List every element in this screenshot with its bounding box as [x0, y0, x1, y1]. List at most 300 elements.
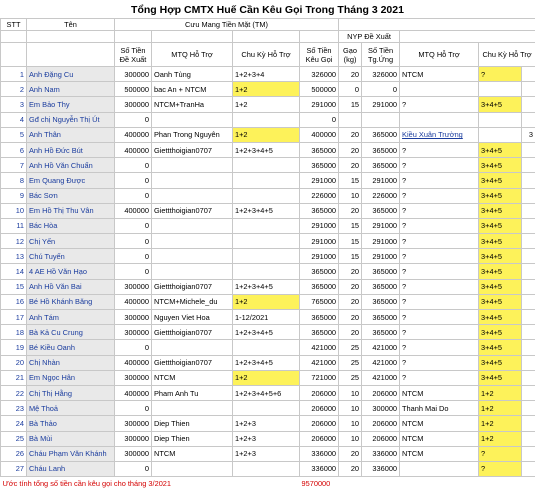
cell-extra — [522, 401, 535, 416]
cell-mtq-ho-tro-2: Thanh Mai Do — [400, 401, 479, 416]
cell-so-tien-tg-ung: 206000 — [362, 385, 400, 400]
cell-so-tien-keu-goi: 365000 — [300, 279, 339, 294]
cell-so-tien-tg-ung: 291000 — [362, 249, 400, 264]
table-row — [1, 127, 535, 142]
cell-mtq-ho-tro: Giettthoigian0707 — [152, 142, 233, 157]
cell-mtq-ho-tro-2: ? — [400, 279, 479, 294]
header-chu-ky-ho-tro-2: Chu Kỳ Hỗ Trợ — [479, 43, 535, 67]
header-stt: STT — [1, 19, 27, 31]
cell-so-tien-keu-goi: 206000 — [300, 385, 339, 400]
cell-mtq-ho-tro-2: ? — [400, 218, 479, 233]
cell-so-tien-tg-ung: 226000 — [362, 188, 400, 203]
cell-so-tien-de-xuat: 400000 — [115, 203, 152, 218]
cell-extra — [522, 188, 535, 203]
table-row — [1, 97, 535, 112]
cell-mtq-ho-tro: Nguyen Viet Hoa — [152, 310, 233, 325]
cell-stt: 19 — [1, 340, 27, 355]
table-row — [1, 112, 535, 127]
cell-so-tien-de-xuat: 300000 — [115, 370, 152, 385]
cell-mtq-ho-tro-2: ? — [400, 158, 479, 173]
cell-chu-ky-ho-tro — [233, 173, 300, 188]
header-spacer-d — [300, 31, 339, 43]
cell-mtq-ho-tro-2: NTCM — [400, 431, 479, 446]
header-mtq-ho-tro: MTQ Hỗ Trợ — [152, 43, 233, 67]
cell-gao: 20 — [339, 325, 362, 340]
cell-chu-ky-ho-tro: 1+2+3+4+5 — [233, 325, 300, 340]
cell-extra — [522, 416, 535, 431]
cell-chu-ky-ho-tro-2: 1+2 — [479, 385, 522, 400]
cell-ten: Bé Kiều Oanh — [27, 340, 115, 355]
cell-gao: 20 — [339, 127, 362, 142]
table-row — [1, 218, 535, 233]
cell-mtq-ho-tro-2: ? — [400, 173, 479, 188]
cell-extra: 3 — [522, 127, 535, 142]
cell-gao: 20 — [339, 294, 362, 309]
table-row — [1, 446, 535, 461]
cell-mtq-ho-tro: Giettthoigian0707 — [152, 355, 233, 370]
cell-so-tien-de-xuat: 0 — [115, 249, 152, 264]
table-row — [1, 294, 535, 309]
table-row — [1, 310, 535, 325]
cell-gao: 20 — [339, 158, 362, 173]
cell-so-tien-de-xuat: 0 — [115, 173, 152, 188]
table-row — [1, 416, 535, 431]
cell-chu-ky-ho-tro — [233, 249, 300, 264]
cell-chu-ky-ho-tro: 1+2 — [233, 370, 300, 385]
cell-extra — [522, 446, 535, 461]
cell-chu-ky-ho-tro-2: 3+4+5 — [479, 97, 522, 112]
cell-stt: 7 — [1, 158, 27, 173]
cell-ten: Chị Nhàn — [27, 355, 115, 370]
cell-so-tien-tg-ung: 365000 — [362, 325, 400, 340]
cell-stt: 14 — [1, 264, 27, 279]
table-row — [1, 325, 535, 340]
cell-extra — [522, 173, 535, 188]
cell-mtq-ho-tro-2: ? — [400, 355, 479, 370]
cell-mtq-ho-tro-2: ? — [400, 97, 479, 112]
cell-ten: Bác Hòa — [27, 218, 115, 233]
cell-so-tien-de-xuat: 300000 — [115, 446, 152, 461]
cell-chu-ky-ho-tro-2: 3+4+5 — [479, 234, 522, 249]
cell-ten: Anh Nam — [27, 82, 115, 97]
footer-row — [1, 477, 535, 491]
cell-stt: 10 — [1, 203, 27, 218]
header-spacer-ten — [27, 31, 115, 43]
cell-so-tien-keu-goi: 336000 — [300, 461, 339, 476]
cell-chu-ky-ho-tro-2: ? — [479, 67, 522, 82]
cell-stt: 26 — [1, 446, 27, 461]
cell-so-tien-de-xuat: 400000 — [115, 294, 152, 309]
cell-so-tien-keu-goi: 421000 — [300, 340, 339, 355]
cell-mtq-ho-tro: NTCM — [152, 446, 233, 461]
cell-extra — [522, 158, 535, 173]
cell-so-tien-keu-goi: 500000 — [300, 82, 339, 97]
cell-chu-ky-ho-tro-2: 3+4+5 — [479, 325, 522, 340]
table-row — [1, 234, 535, 249]
cell-gao: 15 — [339, 173, 362, 188]
cell-chu-ky-ho-tro — [233, 188, 300, 203]
cell-so-tien-de-xuat: 300000 — [115, 416, 152, 431]
cell-mtq-ho-tro-2 — [400, 82, 479, 97]
header-spacer-c — [233, 31, 300, 43]
cell-extra — [522, 112, 535, 127]
cell-stt: 1 — [1, 67, 27, 82]
cell-extra — [522, 264, 535, 279]
cell-ten: Anh Tám — [27, 310, 115, 325]
cell-so-tien-de-xuat: 400000 — [115, 127, 152, 142]
cell-chu-ky-ho-tro: 1-12/2021 — [233, 310, 300, 325]
cell-ten: Cháu Phạm Văn Khánh — [27, 446, 115, 461]
header-mtq-ho-tro-2: MTQ Hỗ Trợ — [400, 43, 479, 67]
cell-mtq-ho-tro: Pham Anh Tu — [152, 385, 233, 400]
cell-so-tien-keu-goi: 206000 — [300, 431, 339, 446]
cell-chu-ky-ho-tro — [233, 112, 300, 127]
cell-so-tien-de-xuat: 300000 — [115, 431, 152, 446]
cell-so-tien-tg-ung: 365000 — [362, 203, 400, 218]
cell-so-tien-keu-goi: 365000 — [300, 325, 339, 340]
cell-chu-ky-ho-tro: 1+2 — [233, 82, 300, 97]
cell-chu-ky-ho-tro: 1+2 — [233, 294, 300, 309]
cell-so-tien-keu-goi: 291000 — [300, 97, 339, 112]
cell-mtq-ho-tro-2: ? — [400, 325, 479, 340]
cell-so-tien-de-xuat: 400000 — [115, 142, 152, 157]
cell-so-tien-keu-goi: 765000 — [300, 294, 339, 309]
cell-so-tien-tg-ung: 326000 — [362, 67, 400, 82]
cell-extra — [522, 370, 535, 385]
cell-mtq-ho-tro-2[interactable]: Kiều Xuân Trường — [400, 127, 479, 142]
cell-mtq-ho-tro-2: ? — [400, 310, 479, 325]
cell-chu-ky-ho-tro-2: 3+4+5 — [479, 264, 522, 279]
cell-chu-ky-ho-tro-2: 3+4+5 — [479, 173, 522, 188]
cell-gao: 10 — [339, 188, 362, 203]
cell-so-tien-keu-goi: 226000 — [300, 188, 339, 203]
cell-so-tien-tg-ung: 365000 — [362, 158, 400, 173]
cell-extra — [522, 279, 535, 294]
cell-so-tien-tg-ung: 365000 — [362, 279, 400, 294]
cell-so-tien-tg-ung: 291000 — [362, 218, 400, 233]
cell-mtq-ho-tro — [152, 401, 233, 416]
cell-chu-ky-ho-tro-2 — [479, 127, 522, 142]
cell-extra — [522, 310, 535, 325]
cell-gao: 20 — [339, 142, 362, 157]
cell-so-tien-keu-goi: 421000 — [300, 355, 339, 370]
header-spacer-a — [115, 31, 152, 43]
table-row — [1, 264, 535, 279]
table-row — [1, 188, 535, 203]
cell-gao: 15 — [339, 218, 362, 233]
cell-mtq-ho-tro: bac An + NTCM — [152, 82, 233, 97]
cell-so-tien-keu-goi: 291000 — [300, 249, 339, 264]
cell-mtq-ho-tro-2: ? — [400, 188, 479, 203]
data-table — [0, 18, 535, 491]
cell-stt: 13 — [1, 249, 27, 264]
cell-chu-ky-ho-tro: 1+2+3+4+5+6 — [233, 385, 300, 400]
cell-mtq-ho-tro: Diep Thien — [152, 431, 233, 446]
cell-ten: 4 AE Hồ Văn Hạo — [27, 264, 115, 279]
header-chu-ky-ho-tro: Chu Kỳ Hỗ Trợ — [233, 43, 300, 67]
header-cuu-mang: Cưu Mang Tiền Mặt (TM) — [115, 19, 339, 31]
cell-ten: Gđ chị Nguyễn Thị Út — [27, 112, 115, 127]
cell-ten: Cháu Lanh — [27, 461, 115, 476]
cell-gao: 25 — [339, 370, 362, 385]
cell-extra — [522, 234, 535, 249]
cell-so-tien-tg-ung: 291000 — [362, 234, 400, 249]
cell-mtq-ho-tro: Giettthoigian0707 — [152, 325, 233, 340]
cell-gao: 25 — [339, 355, 362, 370]
cell-gao: 20 — [339, 446, 362, 461]
cell-stt: 24 — [1, 416, 27, 431]
cell-mtq-ho-tro-2: NTCM — [400, 67, 479, 82]
cell-mtq-ho-tro — [152, 218, 233, 233]
cell-ten: Bà Mùi — [27, 431, 115, 446]
cell-chu-ky-ho-tro — [233, 218, 300, 233]
cell-gao: 15 — [339, 97, 362, 112]
cell-ten: Anh Hồ Văn Chuẩn — [27, 158, 115, 173]
cell-so-tien-keu-goi: 400000 — [300, 127, 339, 142]
cell-chu-ky-ho-tro-2: 3+4+5 — [479, 370, 522, 385]
cell-mtq-ho-tro — [152, 173, 233, 188]
cell-stt: 15 — [1, 279, 27, 294]
cell-chu-ky-ho-tro — [233, 461, 300, 476]
cell-ten: Anh Đặng Cu — [27, 67, 115, 82]
cell-stt: 3 — [1, 97, 27, 112]
cell-so-tien-tg-ung — [362, 112, 400, 127]
cell-gao — [339, 112, 362, 127]
cell-stt: 5 — [1, 127, 27, 142]
cell-extra — [522, 218, 535, 233]
cell-extra — [522, 385, 535, 400]
cell-extra — [522, 340, 535, 355]
cell-chu-ky-ho-tro-2: 3+4+5 — [479, 158, 522, 173]
cell-chu-ky-ho-tro-2 — [479, 112, 522, 127]
cell-ten: Chị Thị Hằng — [27, 385, 115, 400]
cell-so-tien-de-xuat: 0 — [115, 264, 152, 279]
cell-chu-ky-ho-tro-2: 3+4+5 — [479, 340, 522, 355]
cell-stt: 27 — [1, 461, 27, 476]
cell-gao: 20 — [339, 67, 362, 82]
cell-ten: Em Hồ Thị Thu Vân — [27, 203, 115, 218]
cell-so-tien-tg-ung: 206000 — [362, 431, 400, 446]
cell-chu-ky-ho-tro: 1+2+3 — [233, 416, 300, 431]
cell-gao: 20 — [339, 310, 362, 325]
cell-chu-ky-ho-tro — [233, 158, 300, 173]
cell-ten: Bác Sơn — [27, 188, 115, 203]
cell-stt: 6 — [1, 142, 27, 157]
table-row — [1, 370, 535, 385]
cell-chu-ky-ho-tro-2: 1+2 — [479, 401, 522, 416]
cell-chu-ky-ho-tro-2: ? — [479, 446, 522, 461]
cell-extra — [522, 67, 535, 82]
cell-stt: 12 — [1, 234, 27, 249]
cell-stt: 23 — [1, 401, 27, 416]
cell-mtq-ho-tro — [152, 340, 233, 355]
cell-so-tien-tg-ung: 365000 — [362, 142, 400, 157]
table-row — [1, 340, 535, 355]
cell-chu-ky-ho-tro-2: 3+4+5 — [479, 310, 522, 325]
cell-extra — [522, 461, 535, 476]
cell-so-tien-de-xuat: 400000 — [115, 355, 152, 370]
cell-so-tien-de-xuat: 0 — [115, 218, 152, 233]
cell-so-tien-tg-ung: 0 — [362, 82, 400, 97]
cell-mtq-ho-tro-2: NTCM — [400, 446, 479, 461]
cell-so-tien-keu-goi: 365000 — [300, 203, 339, 218]
cell-stt: 9 — [1, 188, 27, 203]
cell-ten: Anh Hồ Đức Bút — [27, 142, 115, 157]
cell-extra — [522, 203, 535, 218]
cell-extra — [522, 97, 535, 112]
cell-extra — [522, 325, 535, 340]
cell-chu-ky-ho-tro-2: ? — [479, 461, 522, 476]
cell-chu-ky-ho-tro-2: 3+4+5 — [479, 142, 522, 157]
cell-stt: 16 — [1, 294, 27, 309]
cell-so-tien-de-xuat: 400000 — [115, 385, 152, 400]
cell-gao: 20 — [339, 264, 362, 279]
cell-chu-ky-ho-tro-2: 3+4+5 — [479, 355, 522, 370]
header-spacer-ten-2 — [27, 43, 115, 67]
cell-stt: 11 — [1, 218, 27, 233]
cell-so-tien-keu-goi: 291000 — [300, 218, 339, 233]
cell-so-tien-tg-ung: 206000 — [362, 416, 400, 431]
cell-mtq-ho-tro-2: NTCM — [400, 416, 479, 431]
cell-mtq-ho-tro — [152, 158, 233, 173]
cell-so-tien-de-xuat: 0 — [115, 188, 152, 203]
table-row — [1, 249, 535, 264]
header-so-tien-de-xuat: Số Tiền Đề Xuất — [115, 43, 152, 67]
table-row — [1, 461, 535, 476]
cell-chu-ky-ho-tro-2: 3+4+5 — [479, 203, 522, 218]
cell-so-tien-tg-ung: 421000 — [362, 370, 400, 385]
cell-so-tien-de-xuat: 300000 — [115, 279, 152, 294]
cell-so-tien-de-xuat: 0 — [115, 461, 152, 476]
cell-chu-ky-ho-tro: 1+2 — [233, 97, 300, 112]
cell-so-tien-tg-ung: 365000 — [362, 294, 400, 309]
cell-gao: 25 — [339, 340, 362, 355]
cell-so-tien-tg-ung: 291000 — [362, 173, 400, 188]
table-row — [1, 355, 535, 370]
cell-chu-ky-ho-tro-2 — [479, 82, 522, 97]
cell-ten: Em Quang Được — [27, 173, 115, 188]
cell-stt: 25 — [1, 431, 27, 446]
cell-chu-ky-ho-tro: 1+2+3 — [233, 446, 300, 461]
cell-mtq-ho-tro — [152, 188, 233, 203]
cell-chu-ky-ho-tro-2: 1+2 — [479, 431, 522, 446]
header-ten: Tên — [27, 19, 115, 31]
cell-so-tien-keu-goi: 291000 — [300, 234, 339, 249]
table-row — [1, 279, 535, 294]
cell-so-tien-de-xuat: 300000 — [115, 97, 152, 112]
cell-so-tien-tg-ung: 421000 — [362, 340, 400, 355]
cell-chu-ky-ho-tro: 1+2+3+4+5 — [233, 203, 300, 218]
table-row — [1, 82, 535, 97]
header-spacer-stt — [1, 31, 27, 43]
header-row-3 — [1, 43, 535, 67]
cell-mtq-ho-tro — [152, 249, 233, 264]
cell-extra — [522, 431, 535, 446]
footer-label: Ước tính tổng số tiền cần kêu gọi cho tháng 3/2021 — [1, 477, 300, 491]
cell-so-tien-keu-goi: 326000 — [300, 67, 339, 82]
cell-so-tien-tg-ung: 365000 — [362, 310, 400, 325]
cell-mtq-ho-tro: NTCM — [152, 370, 233, 385]
cell-extra — [522, 142, 535, 157]
cell-mtq-ho-tro-2: NTCM — [400, 385, 479, 400]
header-so-tien-keu-goi: Số Tiền Kêu Gọi — [300, 43, 339, 67]
cell-chu-ky-ho-tro-2: 3+4+5 — [479, 279, 522, 294]
cell-mtq-ho-tro — [152, 112, 233, 127]
cell-chu-ky-ho-tro-2: 3+4+5 — [479, 218, 522, 233]
cell-chu-ky-ho-tro — [233, 234, 300, 249]
cell-ten: Em Ngọc Hân — [27, 370, 115, 385]
cell-extra — [522, 249, 535, 264]
cell-mtq-ho-tro-2: ? — [400, 203, 479, 218]
cell-mtq-ho-tro-2: ? — [400, 142, 479, 157]
cell-so-tien-de-xuat: 0 — [115, 112, 152, 127]
cell-mtq-ho-tro-2: ? — [400, 234, 479, 249]
cell-chu-ky-ho-tro: 1+2 — [233, 127, 300, 142]
cell-so-tien-keu-goi: 365000 — [300, 142, 339, 157]
cell-ten: Chị Yến — [27, 234, 115, 249]
cell-mtq-ho-tro-2 — [400, 461, 479, 476]
cell-chu-ky-ho-tro: 1+2+3+4+5 — [233, 355, 300, 370]
cell-ten: Anh Thân — [27, 127, 115, 142]
cell-so-tien-de-xuat: 0 — [115, 340, 152, 355]
header-gao: Gạo (kg) — [339, 43, 362, 67]
cell-so-tien-keu-goi: 0 — [300, 112, 339, 127]
cell-extra — [522, 82, 535, 97]
table-row — [1, 173, 535, 188]
header-row-1 — [1, 19, 535, 31]
cell-ten: Chú Tuyến — [27, 249, 115, 264]
cell-gao: 10 — [339, 401, 362, 416]
header-spacer-stt-2 — [1, 43, 27, 67]
cell-so-tien-de-xuat: 300000 — [115, 325, 152, 340]
cell-mtq-ho-tro-2: ? — [400, 249, 479, 264]
cell-so-tien-de-xuat: 500000 — [115, 82, 152, 97]
cell-mtq-ho-tro-2: ? — [400, 294, 479, 309]
cell-chu-ky-ho-tro-2: 3+4+5 — [479, 188, 522, 203]
header-nyp: NYP Đề Xuất — [339, 31, 400, 43]
cell-mtq-ho-tro-2: ? — [400, 340, 479, 355]
cell-ten: Em Bảo Thy — [27, 97, 115, 112]
cell-so-tien-tg-ung: 336000 — [362, 446, 400, 461]
cell-stt: 22 — [1, 385, 27, 400]
cell-so-tien-keu-goi: 336000 — [300, 446, 339, 461]
cell-so-tien-de-xuat: 0 — [115, 158, 152, 173]
cell-gao: 10 — [339, 416, 362, 431]
cell-stt: 4 — [1, 112, 27, 127]
cell-so-tien-de-xuat: 0 — [115, 401, 152, 416]
cell-so-tien-tg-ung: 421000 — [362, 355, 400, 370]
cell-so-tien-keu-goi: 721000 — [300, 370, 339, 385]
cell-gao: 20 — [339, 461, 362, 476]
cell-ten: Bé Hồ Khánh Băng — [27, 294, 115, 309]
cell-so-tien-tg-ung: 365000 — [362, 264, 400, 279]
cell-chu-ky-ho-tro — [233, 401, 300, 416]
cell-ten: Bà Thảo — [27, 416, 115, 431]
cell-so-tien-keu-goi: 206000 — [300, 401, 339, 416]
cell-so-tien-tg-ung: 291000 — [362, 97, 400, 112]
cell-mtq-ho-tro: NTCM+Michele_du — [152, 294, 233, 309]
cell-mtq-ho-tro: Oanh Tùng — [152, 67, 233, 82]
table-row — [1, 203, 535, 218]
cell-ten: Anh Hồ Văn Bai — [27, 279, 115, 294]
cell-so-tien-keu-goi: 365000 — [300, 158, 339, 173]
cell-gao: 15 — [339, 249, 362, 264]
cell-gao: 10 — [339, 431, 362, 446]
cell-stt: 17 — [1, 310, 27, 325]
cell-so-tien-de-xuat: 300000 — [115, 310, 152, 325]
cell-stt: 20 — [1, 355, 27, 370]
cell-so-tien-keu-goi: 365000 — [300, 264, 339, 279]
